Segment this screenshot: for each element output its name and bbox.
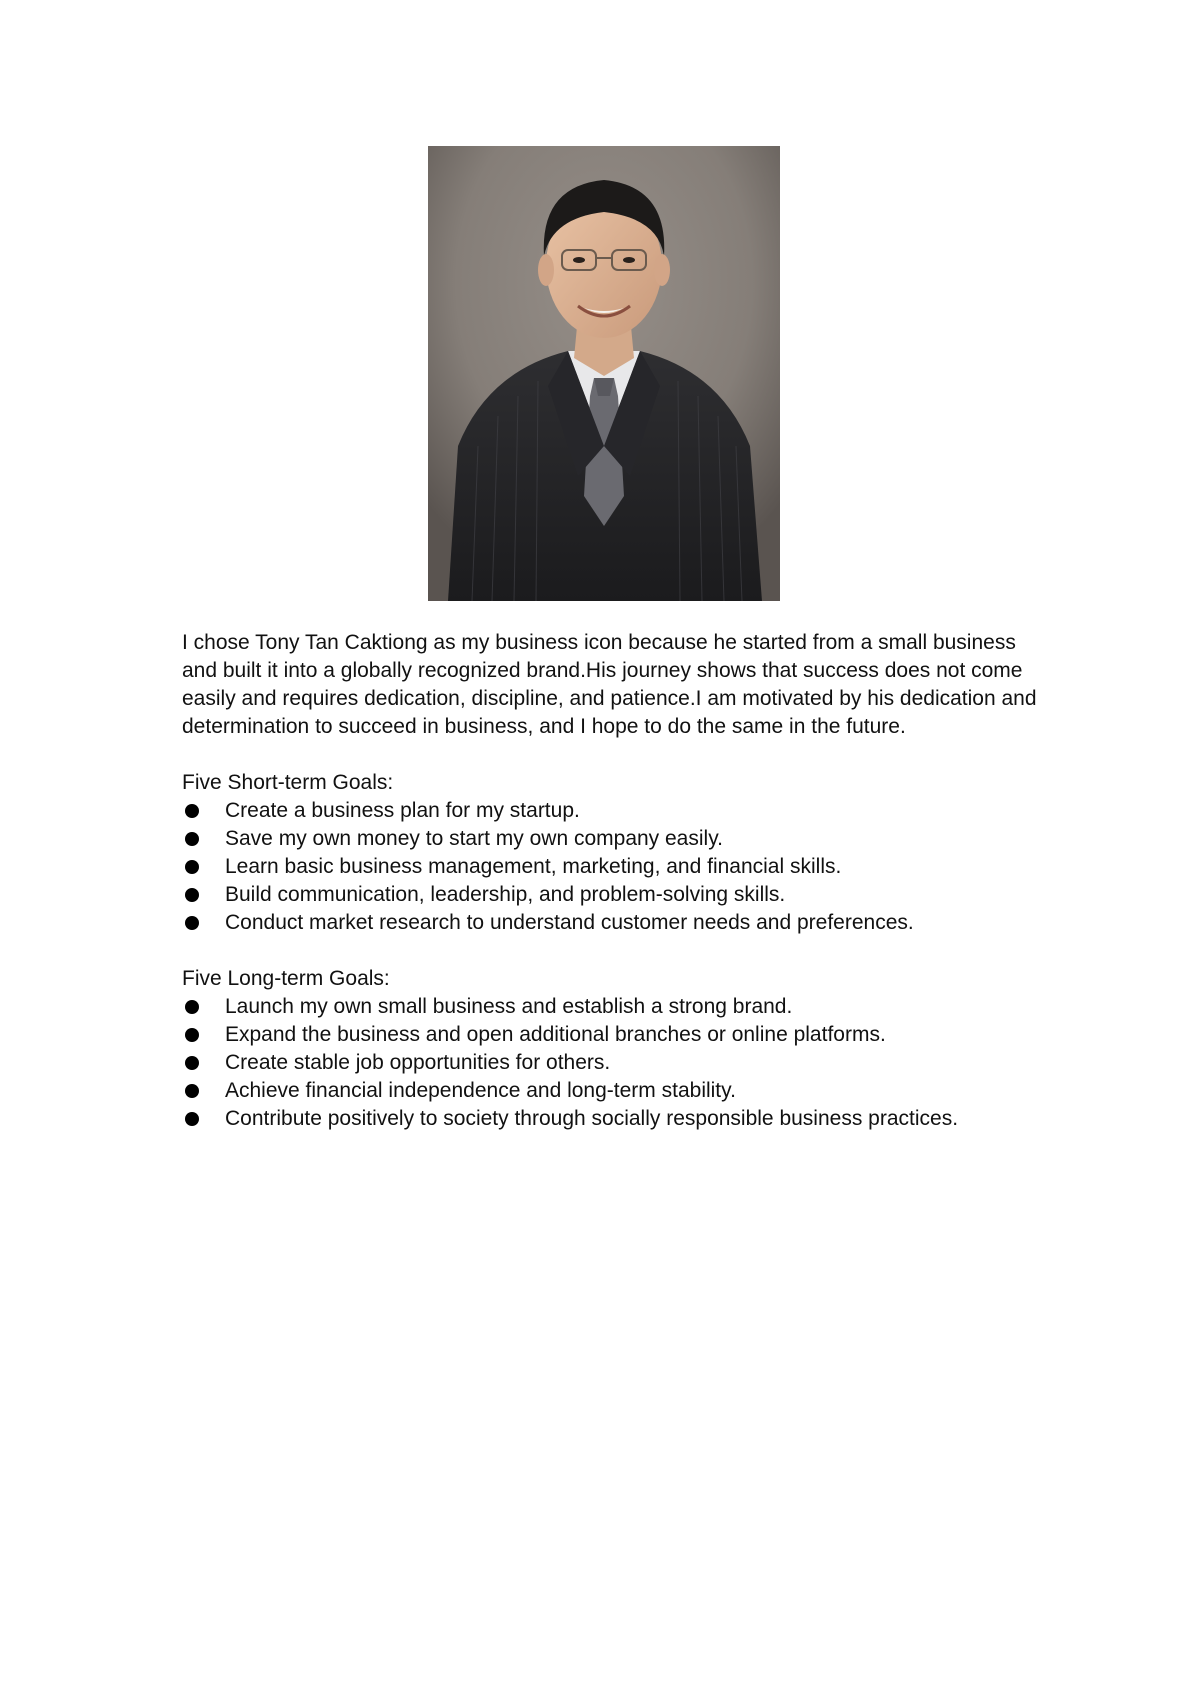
bullet-icon [185, 832, 199, 846]
portrait-photo [428, 146, 780, 601]
goal-text: Save my own money to start my own company easily. [225, 827, 723, 850]
bullet-icon [185, 860, 199, 874]
bullet-icon [185, 1028, 199, 1042]
list-item [182, 993, 1042, 1021]
goal-text: Achieve financial independence and long-term stability. [225, 1079, 736, 1102]
list-item [182, 1021, 1042, 1049]
goal-text: Create stable job opportunities for others. [225, 1051, 611, 1074]
long-term-goal-list [182, 993, 1042, 1133]
section-spacer [182, 937, 1042, 965]
goal-text: Create a business plan for my startup. [225, 799, 580, 822]
bullet-icon [185, 1084, 199, 1098]
long-term-heading: Five Long-term Goals: [182, 967, 390, 990]
goal-text: Contribute positively to society through socially responsible business practices. [225, 1107, 959, 1130]
portrait-illustration [428, 146, 780, 601]
bullet-icon [185, 1000, 199, 1014]
list-item [182, 909, 1042, 937]
goal-text: Learn basic business management, marketing, and financial skills. [225, 855, 842, 878]
goal-text: Launch my own small business and establish a strong brand. [225, 995, 793, 1018]
goal-text: Expand the business and open additional branches or online platforms. [225, 1023, 886, 1046]
list-item [182, 1049, 1042, 1077]
intro-paragraph: I chose Tony Tan Caktiong as my business icon because he started from a small business and built it into a globally recognized brand.His journey shows that success does not come easily and requires dedication, discipline, and patience.I am motivated by his dedication and determination to succeed in business, and I hope to do the same in the future. [182, 631, 1037, 738]
bullet-icon [185, 1112, 199, 1126]
list-item [182, 853, 1042, 881]
short-term-goal-list [182, 797, 1042, 937]
document-body [182, 629, 1042, 1133]
list-item [182, 1105, 1042, 1133]
list-item [182, 825, 1042, 853]
bullet-icon [185, 804, 199, 818]
bullet-icon [185, 1056, 199, 1070]
list-item [182, 797, 1042, 825]
list-item [182, 1077, 1042, 1105]
paragraph-spacer [182, 741, 1042, 769]
list-item [182, 881, 1042, 909]
goal-text: Build communication, leadership, and problem-solving skills. [225, 883, 786, 906]
short-term-heading: Five Short-term Goals: [182, 771, 394, 794]
bullet-icon [185, 916, 199, 930]
goal-text: Conduct market research to understand customer needs and preferences. [225, 911, 914, 934]
bullet-icon [185, 888, 199, 902]
